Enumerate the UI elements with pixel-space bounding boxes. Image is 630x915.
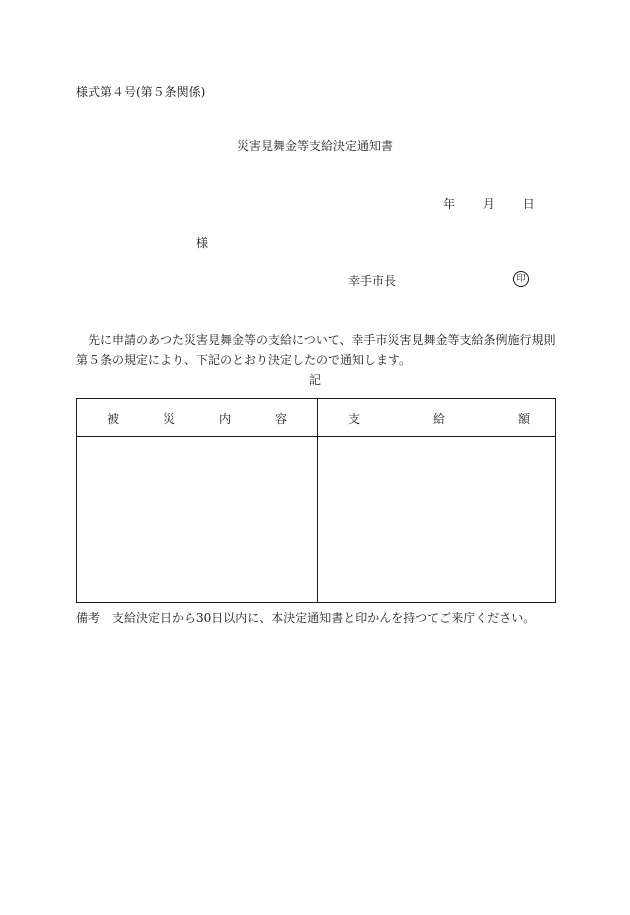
document-title: 災害見舞金等支給決定通知書 <box>236 139 393 153</box>
body-text-line-2: 第５条の規定により、下記のとおり決定したので通知します。 <box>76 353 412 367</box>
detail-table <box>76 398 556 603</box>
header-char: 災 <box>162 411 175 426</box>
header-char: 内 <box>218 411 231 426</box>
note-label: 備考 <box>76 611 101 625</box>
header-char: 額 <box>517 411 530 426</box>
form-number: 様式第４号(第５条関係) <box>76 85 206 99</box>
recipient-honorific: 様 <box>196 236 209 250</box>
header-damage-details <box>107 399 287 437</box>
date-line <box>443 198 535 210</box>
seal-mark-icon: 印 <box>513 271 529 287</box>
date-day-label: 日 <box>522 197 535 211</box>
date-month-label: 月 <box>482 197 495 211</box>
note-text: 支給決定日から30日以内に、本決定通知書と印かんを持つてご来庁ください。 <box>112 611 536 625</box>
ki-label: 記 <box>308 373 321 387</box>
table-column-divider <box>317 399 318 602</box>
note-line <box>76 612 535 624</box>
header-char: 被 <box>107 411 120 426</box>
header-char: 容 <box>274 411 287 426</box>
body-text-line-1: 先に申請のあつた災害見舞金等の支給について、幸手市災害見舞金等支給条例施行規則 <box>88 333 556 347</box>
header-char: 支 <box>348 411 361 426</box>
header-char: 給 <box>432 411 445 426</box>
header-payment-amount <box>348 399 530 437</box>
issuer-title: 幸手市長 <box>348 274 397 288</box>
body-text <box>76 330 566 370</box>
date-year-label: 年 <box>443 197 456 211</box>
